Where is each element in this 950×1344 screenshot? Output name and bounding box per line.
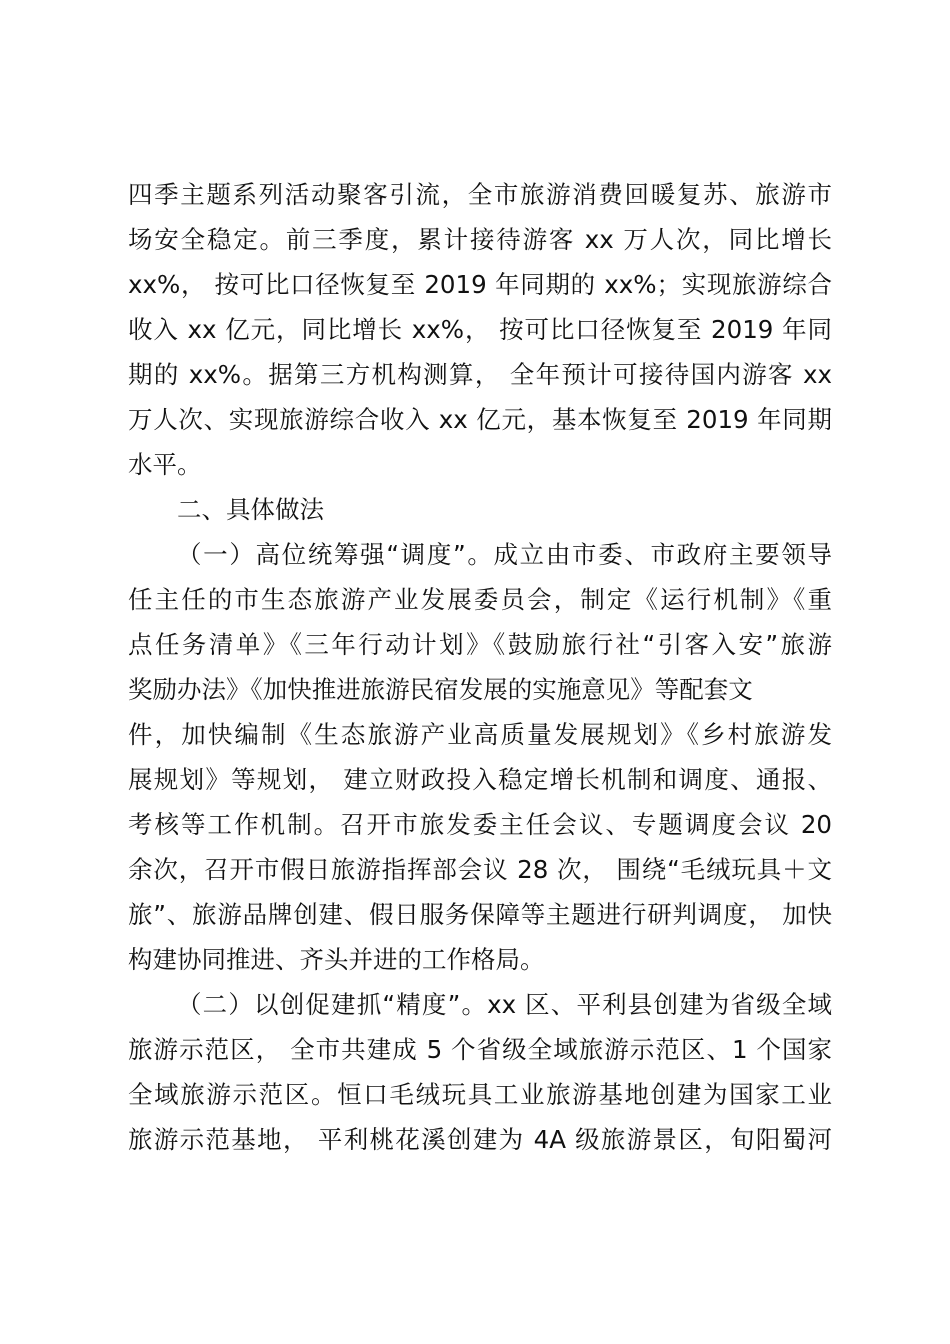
paragraph-first-line: （二）以创促建抓“精度”。xx 区、平利县创建为省级全域	[177, 990, 832, 1019]
paragraph-first-line: （一）高位统筹强“调度”。成立由市委、市政府主要领导	[177, 540, 832, 569]
body-text-line: 旅游示范区， 全市共建成 5 个省级全域旅游示范区、1 个国家	[128, 1035, 832, 1064]
body-text-line: 旅游示范基地， 平利桃花溪创建为 4A 级旅游景区，旬阳蜀河	[128, 1125, 832, 1154]
body-text-line: 场安全稳定。前三季度，累计接待游客 xx 万人次，同比增长	[128, 225, 832, 254]
body-text-line: 旅”、旅游品牌创建、假日服务保障等主题进行研判调度， 加快	[128, 900, 832, 929]
body-text-line: 任主任的市生态旅游产业发展委员会，制定《运行机制》《重	[128, 585, 832, 614]
document-body	[128, 172, 832, 1162]
body-text-line: 期的 xx%。据第三方机构测算， 全年预计可接待国内游客 xx	[128, 360, 832, 389]
body-text-line: 万人次、实现旅游综合收入 xx 亿元，基本恢复至 2019 年同期	[128, 405, 832, 434]
body-text-line: 点任务清单》《三年行动计划》《鼓励旅行社“引客入安”旅游	[128, 630, 832, 659]
body-text-line: 余次，召开市假日旅游指挥部会议 28 次， 围绕“毛绒玩具＋文	[128, 855, 832, 884]
body-text-line: 件，加快编制《生态旅游产业高质量发展规划》《乡村旅游发	[128, 720, 832, 749]
body-text-line: 构建协同推进、齐头并进的工作格局。	[128, 945, 545, 974]
body-text-line: xx%， 按可比口径恢复至 2019 年同期的 xx%；实现旅游综合	[128, 270, 832, 299]
body-text-line: 考核等工作机制。召开市旅发委主任会议、专题调度会议 20	[128, 810, 832, 839]
body-text-line: 奖励办法》《加快推进旅游民宿发展的实施意见》等配套文	[128, 675, 753, 704]
body-text-line: 展规划》等规划， 建立财政投入稳定增长机制和调度、通报、	[128, 765, 832, 794]
section-heading: 二、具体做法	[177, 495, 324, 524]
body-text-line: 四季主题系列活动聚客引流，全市旅游消费回暖复苏、旅游市	[128, 180, 832, 209]
body-text-line: 收入 xx 亿元，同比增长 xx%， 按可比口径恢复至 2019 年同	[128, 315, 832, 344]
body-text-line: 水平。	[128, 450, 202, 479]
body-text-line: 全域旅游示范区。恒口毛绒玩具工业旅游基地创建为国家工业	[128, 1080, 832, 1109]
